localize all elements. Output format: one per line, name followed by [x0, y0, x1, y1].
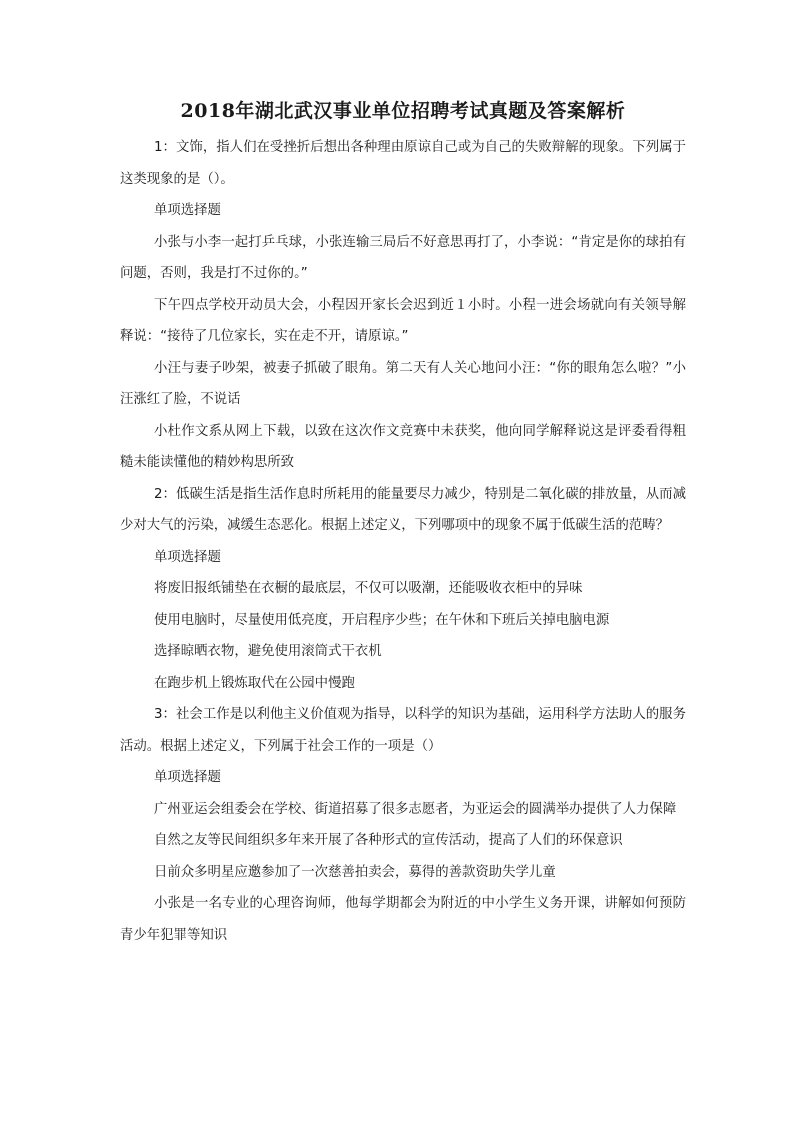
question-1-option-c: 小汪与妻子吵架，被妻子抓破了眼角。第二天有人关心地问小汪：“你的眼角怎么啦？”小汪涨红了脸，不说话 — [120, 360, 686, 407]
question-3-option-b: 自然之友等民间组织多年来开展了各种形式的宣传活动，提高了人们的环保意识 — [154, 833, 623, 848]
question-3-option-c: 日前众多明星应邀参加了一次慈善拍卖会，募得的善款资助失学儿童 — [154, 864, 556, 880]
question-2-option-a: 将废旧报纸铺垫在衣橱的最底层，不仅可以吸潮，还能吸收衣柜中的异味 — [154, 581, 583, 596]
question-2-type: 单项选择题 — [154, 549, 221, 565]
question-2-option-d: 在跑步机上锻炼取代在公园中慢跑 — [154, 675, 355, 691]
question-3-option-d: 小张是一名专业的心理咨询师，他每学期都会为附近的中小学生义务开课，讲解如何预防青少年犯罪等知识 — [120, 896, 686, 943]
question-1-type: 单项选择题 — [154, 203, 221, 218]
question-2-option-c: 选择晾晒衣物，避免使用滚筒式干衣机 — [154, 644, 382, 659]
question-1-option-a: 小张与小李一起打乒乓球，小张连输三局后不好意思再打了，小李说：“肯定是你的球拍有问题，否则，我是打不过你的。” — [120, 234, 686, 281]
question-2-option-b: 使用电脑时，尽量使用低亮度，开启程序少些；在午休和下班后关掉电脑电源 — [154, 612, 610, 628]
question-3-type: 单项选择题 — [154, 770, 221, 785]
question-1-stem: 1：文饰，指人们在受挫折后想出各种理由原谅自己或为自己的失败辩解的现象。下列属于这类现象的是（）。 — [120, 140, 686, 187]
question-1-option-b: 下午四点学校开动员大会，小程因开家长会迟到近１小时。小程一进会场就向有关领导解释说：“接待了几位家长，实在走不开，请原谅。” — [120, 297, 686, 344]
question-2-stem: 2：低碳生活是指生活作息时所耗用的能量要尽力减少，特别是二氧化碳的排放量，从而减少对大气的污染，减缓生态恶化。根据上述定义，下列哪项中的现象不属于低碳生活的范畴？ — [120, 486, 686, 533]
document-page — [120, 96, 686, 951]
question-1-option-d: 小杜作文系从网上下载，以致在这次作文竞赛中未获奖，他向同学解释说这是评委看得粗糙未能读懂他的精妙构思所致 — [120, 423, 686, 470]
question-3-option-a: 广州亚运会组委会在学校、街道招募了很多志愿者，为亚运会的圆满举办提供了人力保障 — [154, 801, 677, 817]
document-title: 2018年湖北武汉事业单位招聘考试真题及答案解析 — [180, 100, 626, 122]
question-3-stem: 3：社会工作是以利他主义价值观为指导，以科学的知识为基础，运用科学方法助人的服务活动。根据上述定义，下列属于社会工作的一项是（） — [120, 707, 686, 754]
